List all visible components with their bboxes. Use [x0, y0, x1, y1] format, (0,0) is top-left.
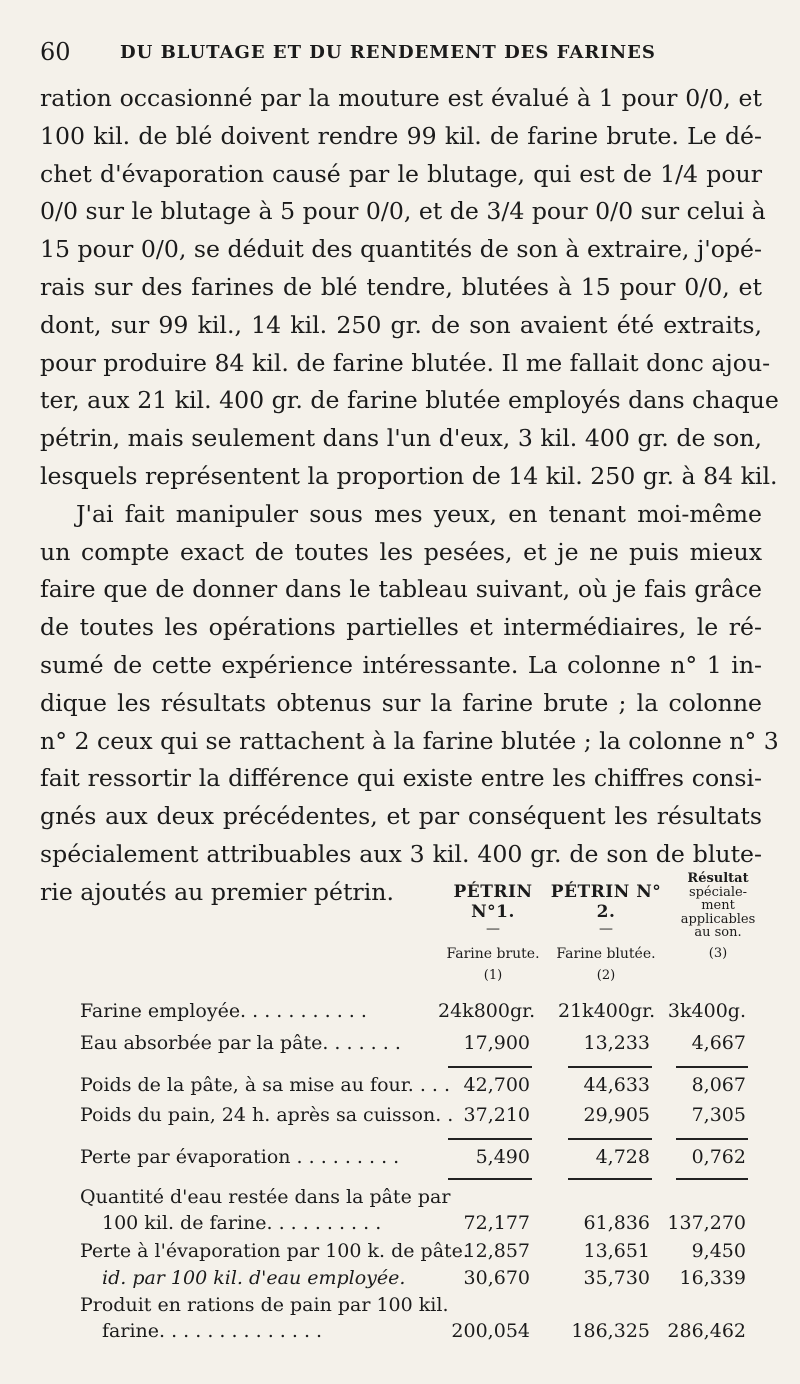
- text-line: de toutes les opérations partielles et intermédiaires, le ré-: [40, 613, 762, 642]
- column-index: (2): [596, 968, 616, 983]
- column-subtitle: Farine blutée.: [556, 946, 656, 962]
- column-title: PÉTRIN N°1.: [453, 882, 533, 922]
- table-row: [40, 1320, 762, 1350]
- table-row: [40, 1240, 762, 1270]
- text-line: dont, sur 99 kil., 14 kil. 250 gr. de son avaient été extraits,: [40, 310, 762, 339]
- cell-value: 35,730: [583, 1267, 650, 1289]
- column-title-line: au son.: [694, 925, 742, 940]
- text-line: n° 2 ceux qui se rattachent à la farine blutée ; la colonne n° 3: [40, 726, 779, 755]
- cell-value: 0,762: [691, 1146, 746, 1168]
- text-line: ration occasionné par la mouture est évalué à 1 pour 0/0, et: [40, 84, 762, 112]
- row-label: Poids de la pâte, à sa mise au four. . . .: [80, 1074, 451, 1096]
- cell-value: 7,305: [691, 1104, 746, 1126]
- text-line: ter, aux 21 kil. 400 gr. de farine blutée employés dans chaque: [40, 386, 779, 415]
- column-header-3: [672, 860, 764, 961]
- text-line: sumé de cette expérience intéressante. La colonne n° 1 in-: [40, 650, 762, 679]
- text-line: 100 kil. de blé doivent rendre 99 kil. de farine brute. Le dé-: [40, 121, 762, 150]
- column-dash: —: [486, 921, 500, 937]
- row-label: Produit en rations de pain par 100 kil.: [80, 1294, 449, 1316]
- sum-rule: [448, 1178, 532, 1180]
- sum-rule: [676, 1138, 748, 1140]
- text-line: pétrin, mais seulement dans l'un d'eux, 3 kil. 400 gr. de son,: [40, 424, 762, 453]
- table-row: [40, 1267, 762, 1297]
- row-label: Poids du pain, 24 h. après sa cuisson. .: [80, 1104, 454, 1126]
- text-line: dique les résultats obtenus sur la farine brute ; la colonne: [40, 688, 762, 717]
- table-row: [40, 1212, 762, 1242]
- cell-value: 8,067: [691, 1074, 746, 1096]
- column-header-1: [438, 860, 548, 983]
- sum-rule: [676, 1066, 748, 1068]
- column-index: (1): [483, 968, 503, 983]
- text-line: rie ajoutés au premier pétrin.: [40, 877, 394, 906]
- body-text: [40, 80, 779, 912]
- column-title-line: applicables: [680, 911, 756, 927]
- cell-value: 37,210: [463, 1104, 530, 1126]
- text-line: lesquels représentent la proportion de 14 kil. 250 gr. à 84 kil.: [40, 461, 778, 490]
- sum-rule: [448, 1138, 532, 1140]
- text-line: fait ressortir la différence qui existe entre les chiffres consi-: [40, 764, 762, 793]
- text-line: gnés aux deux précédentes, et par conséquent les résultats: [40, 802, 762, 831]
- column-title-line: spéciale-: [688, 884, 748, 900]
- text-line: faire que de donner dans le tableau suivant, où je fais grâce: [40, 575, 762, 604]
- table-row: [40, 1032, 762, 1062]
- cell-value: 16,339: [679, 1267, 746, 1289]
- column-subtitle: Farine brute.: [446, 946, 540, 962]
- column-title: PÉTRIN N° 2.: [550, 882, 662, 922]
- page-header: [40, 38, 760, 72]
- cell-value: 24k800gr.: [438, 1000, 536, 1022]
- cell-value: 3k400g.: [667, 1000, 746, 1022]
- cell-value: 13,651: [583, 1240, 650, 1262]
- cell-value: 17,900: [463, 1032, 530, 1054]
- cell-value: 12,857: [463, 1240, 530, 1262]
- running-title: DU BLUTAGE ET DU RENDEMENT DES FARINES: [120, 42, 656, 63]
- sum-rule: [568, 1066, 652, 1068]
- sum-rule: [676, 1178, 748, 1180]
- sum-rule: [568, 1178, 652, 1180]
- row-label: Eau absorbée par la pâte. . . . . . .: [80, 1032, 401, 1054]
- page-number: 60: [40, 38, 71, 66]
- text-line: 0/0 sur le blutage à 5 pour 0/0, et de 3/4 pour 0/0 sur celui à: [40, 197, 766, 226]
- table-header: [40, 860, 762, 983]
- row-label: Perte par évaporation . . . . . . . . .: [80, 1146, 400, 1168]
- cell-value: 21k400gr.: [558, 1000, 656, 1022]
- column-title-line: Résultat: [687, 871, 749, 886]
- paragraph-1: [40, 80, 779, 496]
- cell-value: 72,177: [463, 1212, 530, 1234]
- table-row: [40, 1074, 762, 1104]
- cell-value: 13,233: [583, 1032, 650, 1054]
- cell-value: 4,667: [691, 1032, 746, 1054]
- row-label: 100 kil. de farine. . . . . . . . . .: [102, 1212, 382, 1234]
- cell-value: 42,700: [463, 1074, 530, 1096]
- text-line: J'ai fait manipuler sous mes yeux, en tenant moi-même: [76, 499, 762, 528]
- cell-value: 61,836: [583, 1212, 650, 1234]
- table-row: [40, 1104, 762, 1134]
- text-line: spécialement attribuables aux 3 kil. 400 gr. de son de blute-: [40, 839, 762, 868]
- row-label: Quantité d'eau restée dans la pâte par: [80, 1186, 451, 1208]
- row-label: farine. . . . . . . . . . . . . .: [102, 1320, 323, 1342]
- row-label: Perte à l'évaporation par 100 k. de pâte.: [80, 1240, 469, 1262]
- cell-value: 9,450: [691, 1240, 746, 1262]
- column-header-2: [550, 860, 662, 983]
- row-label: id. par 100 kil. d'eau employée.: [102, 1267, 406, 1289]
- column-title-line: ment: [701, 898, 735, 913]
- cell-value: 200,054: [451, 1320, 530, 1342]
- row-label: Farine employée. . . . . . . . . . .: [80, 1000, 367, 1022]
- cell-value: 186,325: [571, 1320, 650, 1342]
- sum-rule: [568, 1138, 652, 1140]
- cell-value: 4,728: [595, 1146, 650, 1168]
- text-line: 15 pour 0/0, se déduit des quantités de son à extraire, j'opé-: [40, 235, 762, 264]
- cell-value: 44,633: [583, 1074, 650, 1096]
- column-dash: —: [599, 921, 613, 937]
- text-line: chet d'évaporation causé par le blutage, qui est de 1/4 pour: [40, 159, 762, 188]
- table-row: [40, 1000, 762, 1030]
- column-index: (3): [708, 945, 728, 961]
- sum-rule: [448, 1066, 532, 1068]
- cell-value: 29,905: [583, 1104, 650, 1126]
- paragraph-2: [40, 496, 779, 912]
- cell-value: 30,670: [463, 1267, 530, 1289]
- text-line: un compte exact de toutes les pesées, et je ne puis mieux: [40, 537, 762, 566]
- text-line: pour produire 84 kil. de farine blutée. Il me fallait donc ajou-: [40, 348, 771, 377]
- cell-value: 286,462: [667, 1320, 746, 1342]
- cell-value: 137,270: [667, 1212, 746, 1234]
- cell-value: 5,490: [475, 1146, 530, 1168]
- table-row: [40, 1146, 762, 1176]
- text-line: rais sur des farines de blé tendre, blutées à 15 pour 0/0, et: [40, 272, 762, 301]
